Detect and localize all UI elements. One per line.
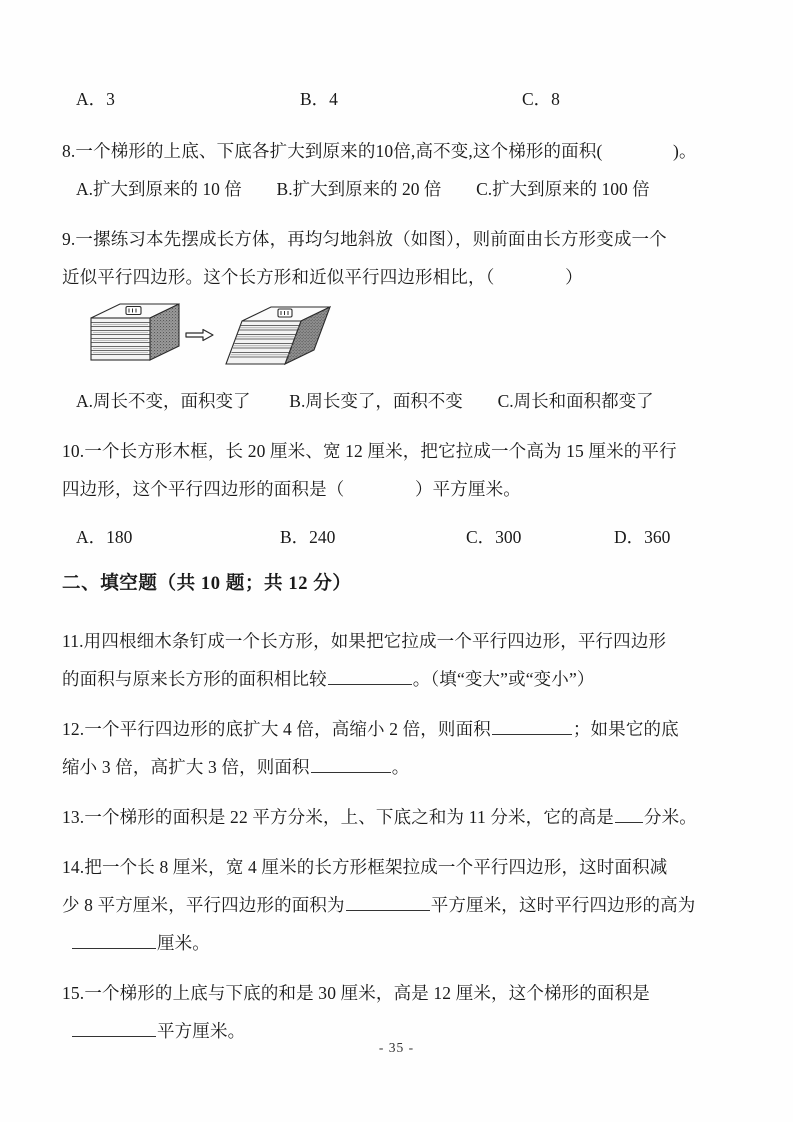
question-15-answer-blank[interactable] bbox=[72, 1021, 156, 1037]
question-11-text-a: 的面积与原来长方形的面积相比较 bbox=[62, 669, 327, 689]
spacer bbox=[62, 786, 734, 798]
question-12-line-2 bbox=[62, 748, 734, 786]
question-12-answer-blank-1[interactable] bbox=[492, 719, 572, 735]
question-9-choice-a[interactable]: A.周长不变，面积变了 bbox=[76, 391, 251, 411]
question-9-choice-c[interactable]: C.周长和面积都变了 bbox=[497, 391, 654, 411]
question-10-stem-line-2: 四边形，这个平行四边形的面积是（ ）平方厘米。 bbox=[62, 479, 521, 499]
question-9-choice-b[interactable]: B.周长变了，面积不变 bbox=[289, 391, 463, 411]
question-11 bbox=[62, 622, 734, 698]
question-8-choice-c[interactable]: C.扩大到原来的 100 倍 bbox=[476, 179, 650, 199]
question-15 bbox=[62, 974, 734, 1050]
question-11-line-2 bbox=[62, 660, 734, 698]
question-13 bbox=[62, 798, 734, 836]
question-12-text-b: ；如果它的底 bbox=[572, 719, 679, 739]
spacer bbox=[62, 698, 734, 710]
question-7-options-row bbox=[62, 86, 734, 120]
notebook-stack-shear-illustration bbox=[82, 302, 332, 376]
question-13-text-a: 13.一个梯形的面积是 22 平方分米，上、下底之和为 11 分米，它的高是 bbox=[62, 807, 614, 827]
spacer bbox=[62, 604, 734, 622]
option-a-q7[interactable]: A．3 bbox=[76, 89, 115, 109]
question-10-choice-d[interactable]: D．360 bbox=[614, 527, 671, 547]
question-9 bbox=[62, 220, 734, 420]
question-10 bbox=[62, 432, 734, 546]
notebook-stack-shear-figure bbox=[62, 302, 734, 380]
question-11-text-b: 。（填“变大”或“变小”） bbox=[412, 669, 595, 689]
question-8-choice-a[interactable]: A.扩大到原来的 10 倍 bbox=[76, 179, 242, 199]
page-content bbox=[62, 86, 734, 1050]
question-10-stem-line-1: 10.一个长方形木框，长 20 厘米、宽 12 厘米，把它拉成一个高为 15 厘米的平行 bbox=[62, 441, 677, 461]
question-9-stem-line-2: 近似平行四边形。这个长方形和近似平行四边形相比，（ ） bbox=[62, 267, 583, 287]
question-14-answer-blank-2[interactable] bbox=[72, 933, 156, 949]
spacer bbox=[62, 120, 734, 132]
option-b-q7[interactable]: B．4 bbox=[300, 89, 338, 109]
question-8-choice-b[interactable]: B.扩大到原来的 20 倍 bbox=[276, 179, 442, 199]
question-11-line-1: 11.用四根细木条钉成一个长方形，如果把它拉成一个平行四边形，平行四边形 bbox=[62, 631, 667, 651]
page-number: - 35 - bbox=[378, 1040, 415, 1055]
transform-arrow-icon bbox=[186, 330, 213, 341]
cuboid-stack bbox=[91, 304, 179, 360]
question-14-line-1: 14.把一个长 8 厘米，宽 4 厘米的长方形框架拉成一个平行四边形，这时面积减 bbox=[62, 857, 668, 877]
question-13-text-b: 分米。 bbox=[643, 807, 697, 827]
question-8 bbox=[62, 132, 734, 208]
question-11-answer-blank[interactable] bbox=[328, 669, 412, 685]
question-9-stem-line-1: 9.一摞练习本先摆成长方体，再均匀地斜放（如图），则前面由长方形变成一个 bbox=[62, 229, 667, 249]
spacer bbox=[62, 836, 734, 848]
question-12-answer-blank-2[interactable] bbox=[311, 757, 391, 773]
question-14-line-2 bbox=[62, 886, 734, 924]
question-14-answer-blank-1[interactable] bbox=[346, 895, 430, 911]
question-12-text-c: 缩小 3 倍，高扩大 3 倍，则面积 bbox=[62, 757, 310, 777]
question-15-text-b: 平方厘米。 bbox=[157, 1021, 246, 1041]
question-12-text-d: 。 bbox=[391, 757, 410, 777]
question-10-choice-b[interactable]: B．240 bbox=[280, 527, 336, 547]
option-c-q7[interactable]: C．8 bbox=[522, 89, 560, 109]
question-10-choice-a[interactable]: A．180 bbox=[76, 527, 133, 547]
question-12 bbox=[62, 710, 734, 786]
question-14-line-3 bbox=[62, 924, 734, 962]
question-13-answer-blank[interactable] bbox=[615, 807, 643, 823]
question-8-stem: 8.一个梯形的上底、下底各扩大到原来的10倍,高不变,这个梯形的面积( )。 bbox=[62, 141, 697, 161]
sheared-stack bbox=[226, 307, 330, 364]
question-12-line-1 bbox=[62, 710, 734, 748]
section-2-heading: 二、填空题（共 10 题；共 12 分） bbox=[62, 574, 352, 594]
question-14-text-c: 厘米。 bbox=[157, 933, 210, 953]
question-8-choices bbox=[62, 170, 734, 208]
question-14 bbox=[62, 848, 734, 962]
question-10-choice-c[interactable]: C．300 bbox=[466, 527, 522, 547]
question-15-line-1: 15.一个梯形的上底与下底的和是 30 厘米，高是 12 厘米，这个梯形的面积是 bbox=[62, 983, 650, 1003]
question-12-text-a: 12.一个平行四边形的底扩大 4 倍，高缩小 2 倍，则面积 bbox=[62, 719, 491, 739]
question-14-text-b: 平方厘米，这时平行四边形的高为 bbox=[430, 895, 696, 915]
question-10-options-row bbox=[62, 508, 734, 546]
spacer bbox=[62, 420, 734, 432]
spacer bbox=[62, 208, 734, 220]
question-9-choices bbox=[62, 382, 734, 420]
question-14-text-a: 少 8 平方厘米，平行四边形的面积为 bbox=[62, 895, 345, 915]
spacer bbox=[62, 962, 734, 974]
question-13-line-1 bbox=[62, 798, 734, 836]
